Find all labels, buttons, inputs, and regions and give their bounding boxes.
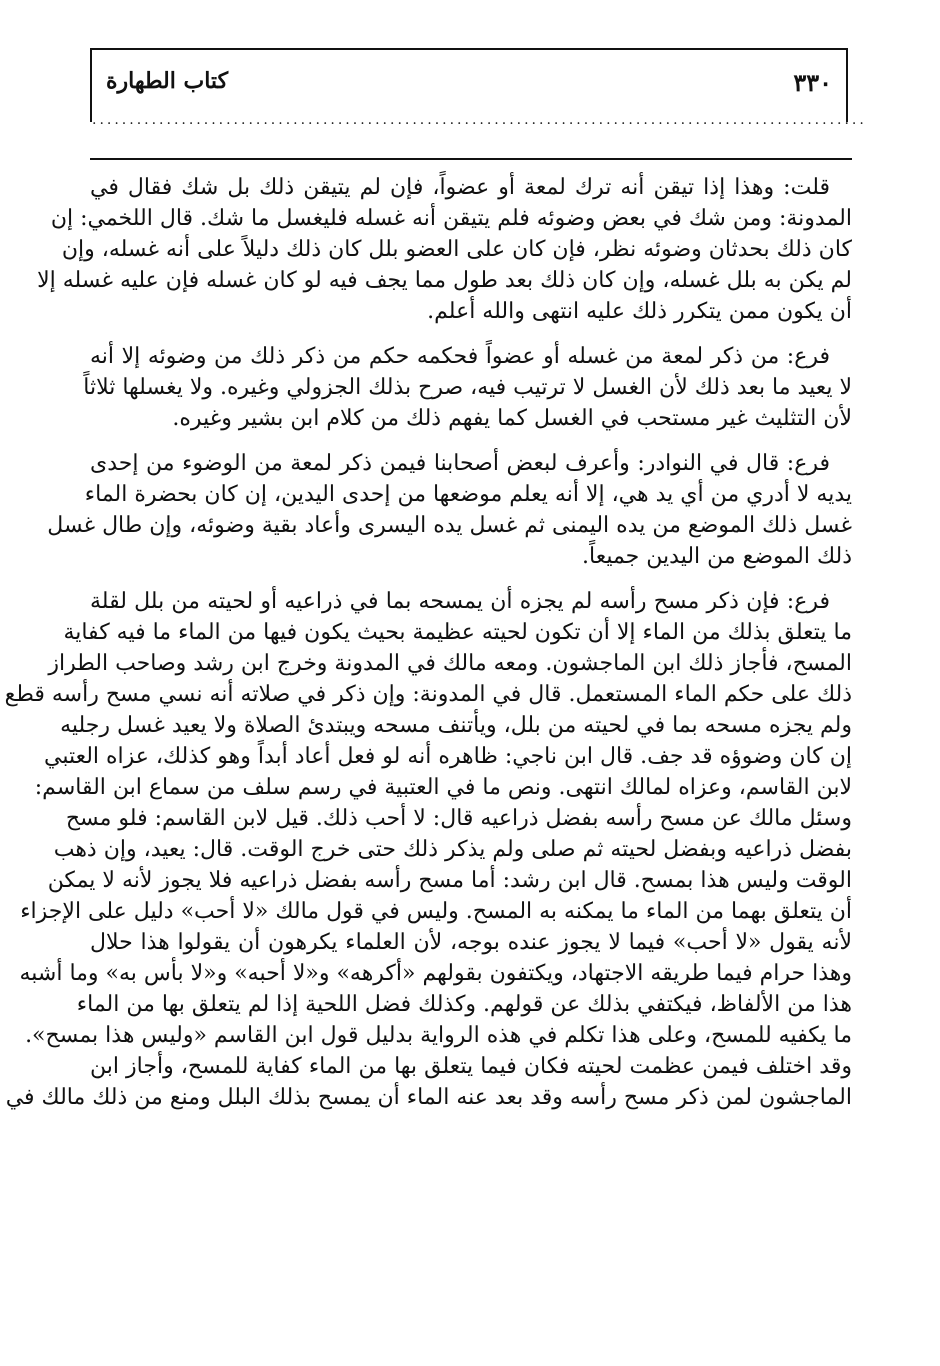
text-line: قلت: وهذا إذا تيقن أنه ترك لمعة أو عضواً، فإن لم يتيقن ذلك بل شك فقال في xyxy=(90,175,830,200)
paragraph-far-1 xyxy=(83,341,852,434)
paragraph-far-2 xyxy=(47,448,852,572)
text-line: وهذا حرام فيما طريقه الاجتهاد، ويكتفون بقولهم «أكرهه» و«لا أحبه» و«لا بأس به» وما أشبه xyxy=(19,961,852,986)
page-header xyxy=(90,48,848,122)
main-text xyxy=(4,172,852,1127)
text-line: هذا من الألفاظ، فيكتفي بذلك عن قولهم. وكذلك فضل اللحية إذا لم يتعلق بها من الماء xyxy=(76,992,852,1017)
dotted-rule: ........................................................................................................ xyxy=(92,112,867,128)
text-line: وسئل مالك عن مسح رأسه بفضل ذراعيه قال: لا أحب ذلك. قيل لابن القاسم: فلو مسح xyxy=(65,806,852,831)
header-divider xyxy=(90,158,852,160)
text-line: ذلك الموضع من اليدين جميعاً. xyxy=(582,544,852,569)
text-line: ما يتعلق بذلك من الماء إلا أن تكون لحيته عظيمة بحيث يكون فيها من الماء ما فيه كفاية xyxy=(63,620,852,645)
running-title: كتاب الطهارة xyxy=(106,68,229,94)
text-line: فرع: من ذكر لمعة من غسله أو عضواً فحكمه حكم من ذكر ذلك من وضوئه إلا أنه xyxy=(90,344,830,369)
text-line: ذلك على حكم الماء المستعمل. قال في المدونة: وإن ذكر في صلاته أنه نسي مسح رأسه قطع xyxy=(4,682,852,707)
paragraph-far-3 xyxy=(4,586,852,1113)
text-line: المسح، فأجاز ذلك ابن الماجشون. ومعه مالك في المدونة وخرج ابن رشد وصاحب الطراز xyxy=(48,651,852,676)
text-line: لابن القاسم، وعزاه لمالك انتهى. ونص ما في العتبية في رسم سلف من سماع ابن القاسم: xyxy=(34,775,852,800)
text-line: لأنه يقول «لا أحب» فيما لا يجوز عنده بوجه، لأن العلماء يكرهون أن يقولوا هذا حلال xyxy=(90,930,852,955)
page-number: ٣٣٠ xyxy=(793,68,832,97)
text-line: لأن التثليث غير مستحب في الغسل كما يفهم ذلك من كلام ابن بشير وغيره. xyxy=(172,406,852,431)
text-line: أن يتعلق بهما من الماء ما يمكنه به المسح. وليس في قول مالك «لا أحب» دليل على الإجزاء xyxy=(20,899,852,924)
text-line: ما يكفيه للمسح، وعلى هذا تكلم في هذه الرواية بدليل قول ابن القاسم «وليس هذا بمسح». xyxy=(25,1023,852,1048)
text-line: المدونة: ومن شك في بعض وضوئه فلم يتيقن أنه غسله فليغسل ما شك. قال اللخمي: إن xyxy=(50,206,852,231)
text-line: لا يعيد ما بعد ذلك لأن الغسل لا ترتيب فيه، صرح بذلك الجزولي وغيره. ولا يغسلها ثلاثاً xyxy=(83,375,852,400)
text-line: الماجشون لمن ذكر مسح رأسه وقد بعد عنه الماء أن يمسح بذلك البلل ومنع من ذلك مالك في xyxy=(5,1085,852,1110)
text-line: فرع: قال في النوادر: وأعرف لبعض أصحابنا فيمن ذكر لمعة من الوضوء من إحدى xyxy=(90,451,830,476)
text-line: الوقت وليس هذا بمسح. قال ابن رشد: أما مسح رأسه بفضل ذراعيه فلا يجوز لأنه لا يمكن xyxy=(47,868,852,893)
text-line: بفضل ذراعيه وبفضل لحيته ثم صلى ولم يذكر ذلك حتى خرج الوقت. قال: يعيد، وإن ذهب xyxy=(53,837,852,862)
text-line: ولم يجزه مسحه بما في لحيته من بلل، ويأتنف مسحه ويبتدئ الصلاة ولا يعيد غسل رجليه xyxy=(60,713,852,738)
text-line: لم يكن به بلل غسله، وإن كان ذلك بعد طول مما يجف فيه لو كان غسله فإن عليه غسله إلا xyxy=(37,268,852,293)
text-line: يديه لا أدري من أي يد هي، إلا أنه يعلم موضعها من إحدى اليدين، إن كان بحضرة الماء xyxy=(84,482,852,507)
text-line: وقد اختلف فيمن عظمت لحيته فكان فيما يتعلق بها من الماء كفاية للمسح، وأجاز ابن xyxy=(90,1054,852,1079)
text-line: إن كان وضوؤه قد جف. قال ابن ناجي: ظاهره أنه لو فعل أعاد أبداً وهو كذلك، عزاه العتبي xyxy=(43,744,852,769)
text-line: كان ذلك بحدثان وضوئه نظر، فإن كان على العضو بلل كان ذلك دليلاً على أنه غسله، وإن xyxy=(61,237,852,262)
text-line: أن يكون ممن يتكرر ذلك عليه انتهى والله أعلم. xyxy=(427,299,852,324)
text-line: فرع: فإن ذكر مسح رأسه لم يجزه أن يمسحه بما في ذراعيه أو لحيته من بلل لقلة xyxy=(90,589,830,614)
text-line: غسل ذلك الموضع من يده اليمنى ثم غسل يده اليسرى وأعاد بقية وضوئه، وإن طال غسل xyxy=(47,513,852,538)
paragraph-qultu xyxy=(37,172,852,327)
